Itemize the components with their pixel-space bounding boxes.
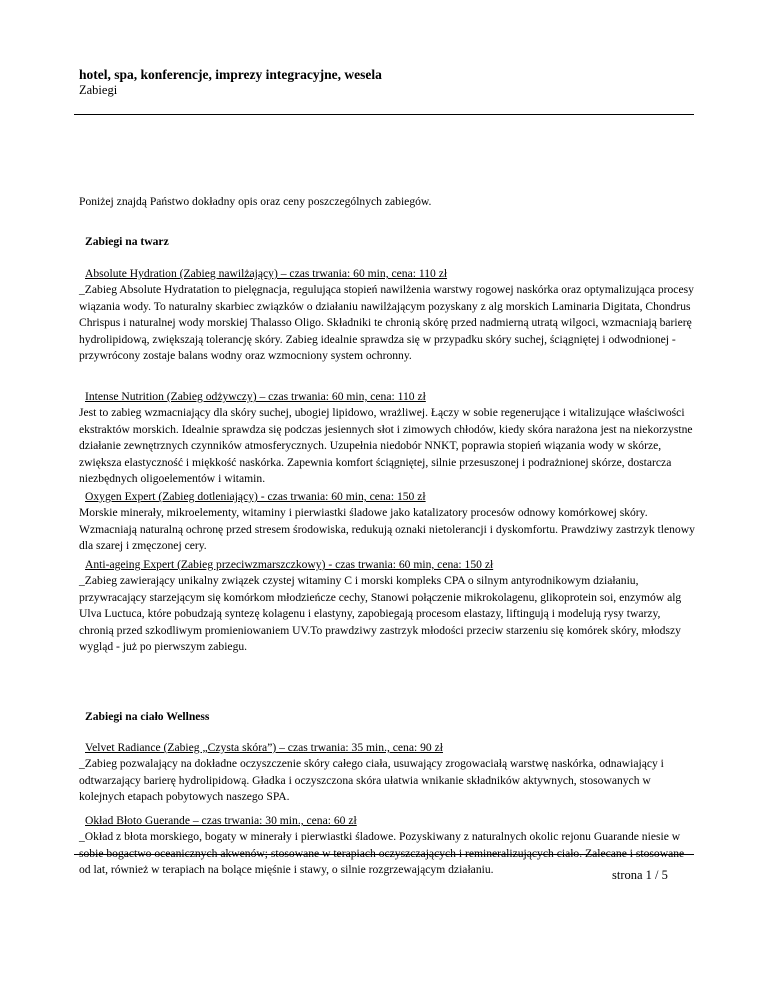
treatment-heading: Oxygen Expert (Zabieg dotleniający) - czas trwania: 60 min, cena: 150 zł <box>85 490 426 503</box>
treatment-heading: Absolute Hydration (Zabieg nawilżający) – czas trwania: 60 min, cena: 110 zł <box>85 267 448 280</box>
section-heading-body-wellness: Zabiegi na ciało Wellness <box>85 710 210 723</box>
header-subtitle: Zabiegi <box>79 83 118 97</box>
treatment-anti-ageing-expert <box>79 557 696 655</box>
page-number: strona 1 / 5 <box>612 868 668 882</box>
treatment-description: _Zabieg Absolute Hydratation to pielęgnacja, regulująca stopień nawilżenia warstwy rogowej naskórka oraz optymalizująca procesy wiązania wody. To naturalny skarbiec związków o działaniu nawilżającym pozyskany z alg morskich Laminaria Digitata, Chondrus Chrispus i naturalnej wody morskiej Thalasso Oligo. Składniki te chronią skórę przed nadmierną utratą wilgoci, wzmacniają barierę hydrolipidową, zwiększają tolerancję skóry. Zabieg idealnie sprawdza się w przypadku skóry suchej, ściągniętej i odwodnionej - przywrócony zostaje balans wodny oraz wzmocniony system ochronny. <box>79 283 694 363</box>
treatment-heading: Okład Błoto Guerande – czas trwania: 30 min., cena: 60 zł <box>85 814 357 827</box>
treatment-description: Jest to zabieg wzmacniający dla skóry suchej, ubogiej lipidowo, wrażliwej. Łączy w sobie regenerujące i witalizujące właściwości ekstraktów morskich. Idealnie sprawdza się podczas jesiennych słot i zimowych chłodów, kiedy skóra narażona jest na niekorzystne działanie zewnętrznych czynników atmosferycznych. Uzupełnia niedobór NNKT, poprawia stopień wiązania wody w skórze, zwiększa elastyczność i miękkość naskórka. Zapewnia komfort ściągniętej, silnie przesuszonej i podrażnionej skórze, dostarcza niezbędnych oligoelementów i witamin. <box>79 406 693 486</box>
treatment-oxygen-expert <box>79 489 696 555</box>
treatment-heading: Anti-ageing Expert (Zabieg przeciwzmarszczkowy) - czas trwania: 60 min, cena: 150 zł <box>85 558 494 571</box>
treatment-heading: Velvet Radiance (Zabieg „Czysta skóra”) – czas trwania: 35 min., cena: 90 zł <box>85 741 443 754</box>
treatment-guerande-mud-wrap <box>79 813 696 879</box>
top-divider <box>74 114 694 115</box>
treatment-description: _Okład z błota morskiego, bogaty w minerały i pierwiastki śladowe. Pozyskiwany z naturalnych okolic rejonu Guarande niesie w sobie bogactwo oceanicznych akwenów; stosowane w terapiach oczyszczających i remineralizujących ciało. Zalecane i stosowane od lat, również w terapiach na bolące mięśnie i stawy, o silnie rozgrzewającym działaniu. <box>79 830 685 877</box>
intro-text: Poniżej znajdą Państwo dokładny opis oraz ceny poszczególnych zabiegów. <box>79 195 432 208</box>
treatment-heading: Intense Nutrition (Zabieg odżywczy) – czas trwania: 60 min, cena: 110 zł <box>85 390 426 403</box>
treatment-description: Morskie minerały, mikroelementy, witaminy i pierwiastki śladowe jako katalizatory procesów odnowy komórkowej skóry. Wzmacniają naturalną ochronę przed stresem środowiska, redukują oznaki nietolerancji i dyskomfortu. Prawdziwy zastrzyk tlenowy dla szarej i zmęczonej cery. <box>79 506 695 553</box>
treatment-description: _Zabieg zawierający unikalny związek czystej witaminy C i morski kompleks CPA o silnym antyrodnikowym działaniu, przywracający starzejącym się komórkom młodzieńcze cechy, Stanowi połączenie mikrokolagenu, glikoprotein soi, enzymów alg Ulva Luctuca, które pobudzają syntezę kolagenu i elastyny, zapobiegają procesom elastazy, liftingują i modelują rysy twarzy, chronią przed szkodliwym promieniowaniem UV.To prawdziwy zastrzyk młodości przeciw starzeniu się komórek skóry, młodszy wygląd - już po pierwszym zabiegu. <box>79 574 682 654</box>
treatment-description: _Zabieg pozwalający na dokładne oczyszczenie skóry całego ciała, usuwający zrogowaciałą warstwę naskórka, odnawiający i odtwarzający barierę hydrolipidową. Gładka i oczyszczona skóra ułatwia wnikanie składników aktywnych, stosowanych w kolejnych etapach pobytowych naszego SPA. <box>79 757 664 804</box>
header-title: hotel, spa, konferencje, imprezy integracyjne, wesela <box>79 67 382 82</box>
treatment-velvet-radiance <box>79 740 696 806</box>
treatment-absolute-hydration <box>79 266 696 364</box>
treatment-intense-nutrition <box>79 389 696 487</box>
section-heading-face: Zabiegi na twarz <box>85 235 169 248</box>
bottom-divider <box>74 854 694 855</box>
